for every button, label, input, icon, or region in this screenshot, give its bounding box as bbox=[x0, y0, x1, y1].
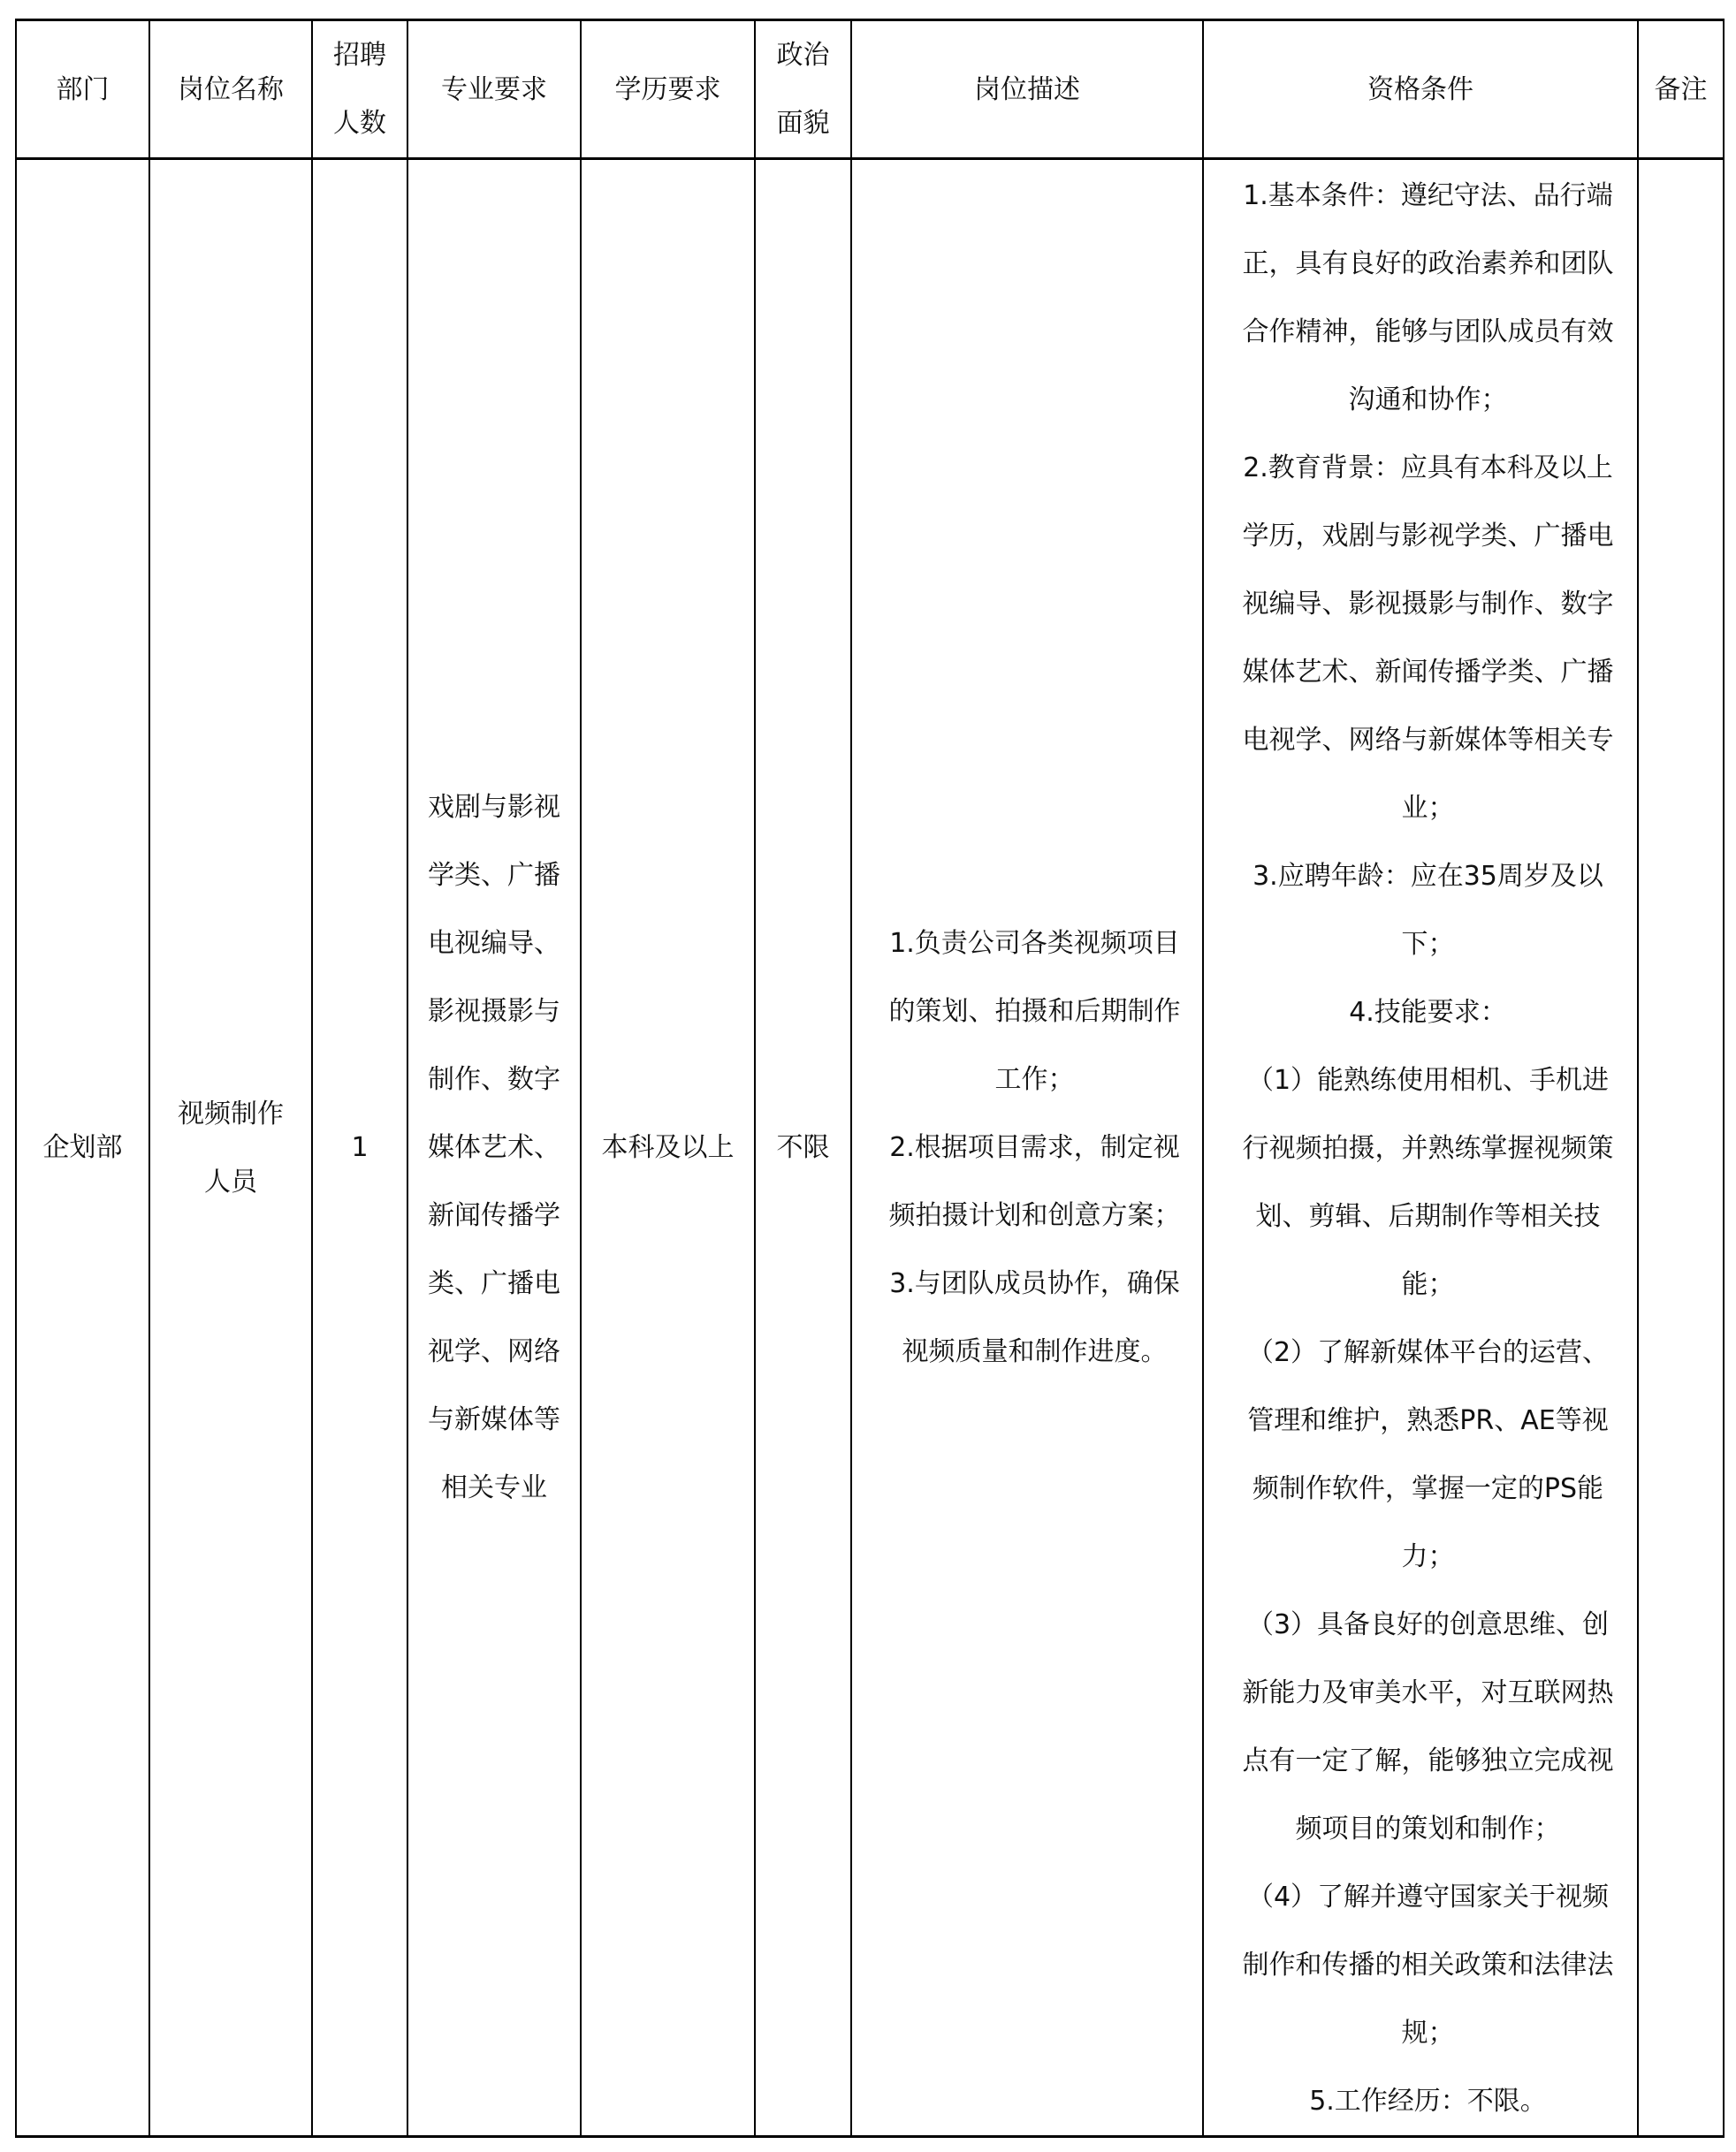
qualification-line: 业； bbox=[1401, 793, 1455, 824]
header-headcount-line-1: 招聘 bbox=[333, 40, 386, 71]
qualification-line: 新能力及审美水平，对互联网热 bbox=[1242, 1677, 1614, 1708]
political-status-value: 不限 bbox=[776, 1132, 830, 1163]
cell-department bbox=[16, 159, 149, 2137]
cell-education bbox=[581, 159, 755, 2137]
header-qualifications bbox=[1203, 20, 1638, 159]
header-job-description bbox=[851, 20, 1203, 159]
header-headcount-line-2: 人数 bbox=[333, 108, 386, 139]
header-remarks bbox=[1638, 20, 1724, 159]
major-line: 学类、广播 bbox=[428, 860, 560, 891]
qualification-line: 4.技能要求： bbox=[1349, 997, 1507, 1028]
header-position bbox=[149, 20, 312, 159]
qualification-line: 2.教育背景：应具有本科及以上 bbox=[1243, 452, 1613, 483]
qualification-line: 媒体艺术、新闻传播学类、广播 bbox=[1242, 657, 1614, 688]
qualification-line: 能； bbox=[1401, 1269, 1455, 1300]
qualification-line: 频项目的策划和制作； bbox=[1295, 1814, 1561, 1844]
position-line: 视频制作 bbox=[178, 1098, 284, 1129]
job-description-line: 1.负责公司各类视频项目 bbox=[889, 928, 1180, 959]
qualification-line: 1.基本条件：遵纪守法、品行端 bbox=[1243, 180, 1613, 211]
major-line: 制作、数字 bbox=[428, 1064, 560, 1095]
header-major bbox=[407, 20, 581, 159]
headcount-value: 1 bbox=[351, 1132, 369, 1163]
qualification-line: （3）具备良好的创意思维、创 bbox=[1246, 1609, 1610, 1640]
header-row bbox=[16, 20, 1724, 159]
table-row bbox=[16, 159, 1724, 2137]
major-line: 影视摄影与 bbox=[428, 996, 560, 1027]
qualification-line: 下； bbox=[1401, 929, 1455, 960]
major-line: 媒体艺术、 bbox=[428, 1132, 560, 1163]
job-description-line: 视频质量和制作进度。 bbox=[902, 1336, 1168, 1367]
qualification-line: 正，具有良好的政治素养和团队 bbox=[1242, 248, 1614, 279]
job-description-line: 3.与团队成员协作，确保 bbox=[889, 1268, 1180, 1299]
header-education bbox=[581, 20, 755, 159]
major-line: 戏剧与影视 bbox=[428, 792, 560, 823]
department-value: 企划部 bbox=[42, 1132, 123, 1163]
job-description-line: 的策划、拍摄和后期制作 bbox=[888, 996, 1181, 1027]
qualification-line: 制作和传播的相关政策和法律法 bbox=[1242, 1950, 1614, 1981]
qualification-line: 3.应聘年龄：应在35周岁及以 bbox=[1253, 861, 1603, 892]
cell-job-description bbox=[851, 159, 1203, 2137]
header-remarks-line: 备注 bbox=[1654, 73, 1708, 105]
qualification-line: 力； bbox=[1401, 1541, 1455, 1572]
job-description-line: 频拍摄计划和创意方案； bbox=[888, 1200, 1181, 1231]
qualification-line: 沟通和协作； bbox=[1348, 384, 1508, 415]
job-description-line: 工作； bbox=[994, 1064, 1075, 1095]
job-description-line: 2.根据项目需求，制定视 bbox=[889, 1132, 1180, 1163]
header-political-status bbox=[755, 20, 851, 159]
header-political-line-2: 面貌 bbox=[776, 108, 830, 139]
header-department bbox=[16, 20, 149, 159]
qualification-line: 视编导、影视摄影与制作、数字 bbox=[1242, 589, 1614, 620]
header-political-line-1: 政治 bbox=[776, 40, 830, 71]
cell-position bbox=[149, 159, 312, 2137]
qualification-line: 行视频拍摄，并熟练掌握视频策 bbox=[1242, 1133, 1614, 1164]
qualification-line: （1）能熟练使用相机、手机进 bbox=[1246, 1065, 1610, 1096]
header-major-line: 专业要求 bbox=[441, 73, 547, 105]
major-line: 电视编导、 bbox=[428, 928, 560, 959]
qualification-line: 频制作软件，掌握一定的PS能 bbox=[1252, 1473, 1604, 1504]
qualification-line: 划、剪辑、后期制作等相关技 bbox=[1255, 1201, 1601, 1232]
header-education-line: 学历要求 bbox=[614, 73, 721, 105]
header-headcount bbox=[312, 20, 407, 159]
cell-political-status bbox=[755, 159, 851, 2137]
header-job-description-line: 岗位描述 bbox=[974, 73, 1080, 105]
qualification-line: 电视学、网络与新媒体等相关专 bbox=[1242, 725, 1614, 756]
qualification-line: （2）了解新媒体平台的运营、 bbox=[1246, 1337, 1610, 1368]
qualification-line: 点有一定了解，能够独立完成视 bbox=[1242, 1745, 1614, 1776]
major-line: 与新媒体等 bbox=[428, 1404, 560, 1435]
cell-remarks bbox=[1638, 159, 1724, 2137]
major-line: 类、广播电 bbox=[428, 1268, 560, 1299]
major-line: 相关专业 bbox=[441, 1472, 547, 1503]
cell-major bbox=[407, 159, 581, 2137]
major-line: 新闻传播学 bbox=[428, 1200, 560, 1231]
qualification-line: 管理和维护，熟悉PR、AE等视 bbox=[1247, 1405, 1609, 1436]
qualification-line: 5.工作经历：不限。 bbox=[1309, 2086, 1547, 2117]
header-qualifications-line: 资格条件 bbox=[1367, 73, 1473, 105]
recruitment-table bbox=[15, 19, 1725, 2138]
qualification-line: 学历，戏剧与影视学类、广播电 bbox=[1242, 521, 1614, 551]
major-line: 视学、网络 bbox=[428, 1336, 560, 1367]
cell-headcount bbox=[312, 159, 407, 2137]
position-line: 人员 bbox=[204, 1166, 257, 1198]
header-department-line: 部门 bbox=[56, 73, 110, 105]
education-value: 本科及以上 bbox=[601, 1132, 735, 1163]
header-position-line: 岗位名称 bbox=[178, 73, 284, 105]
qualification-line: 规； bbox=[1401, 2018, 1455, 2049]
qualification-line: 合作精神，能够与团队成员有效 bbox=[1242, 316, 1614, 347]
qualification-line: （4）了解并遵守国家关于视频 bbox=[1246, 1882, 1610, 1912]
cell-qualifications bbox=[1203, 159, 1638, 2137]
